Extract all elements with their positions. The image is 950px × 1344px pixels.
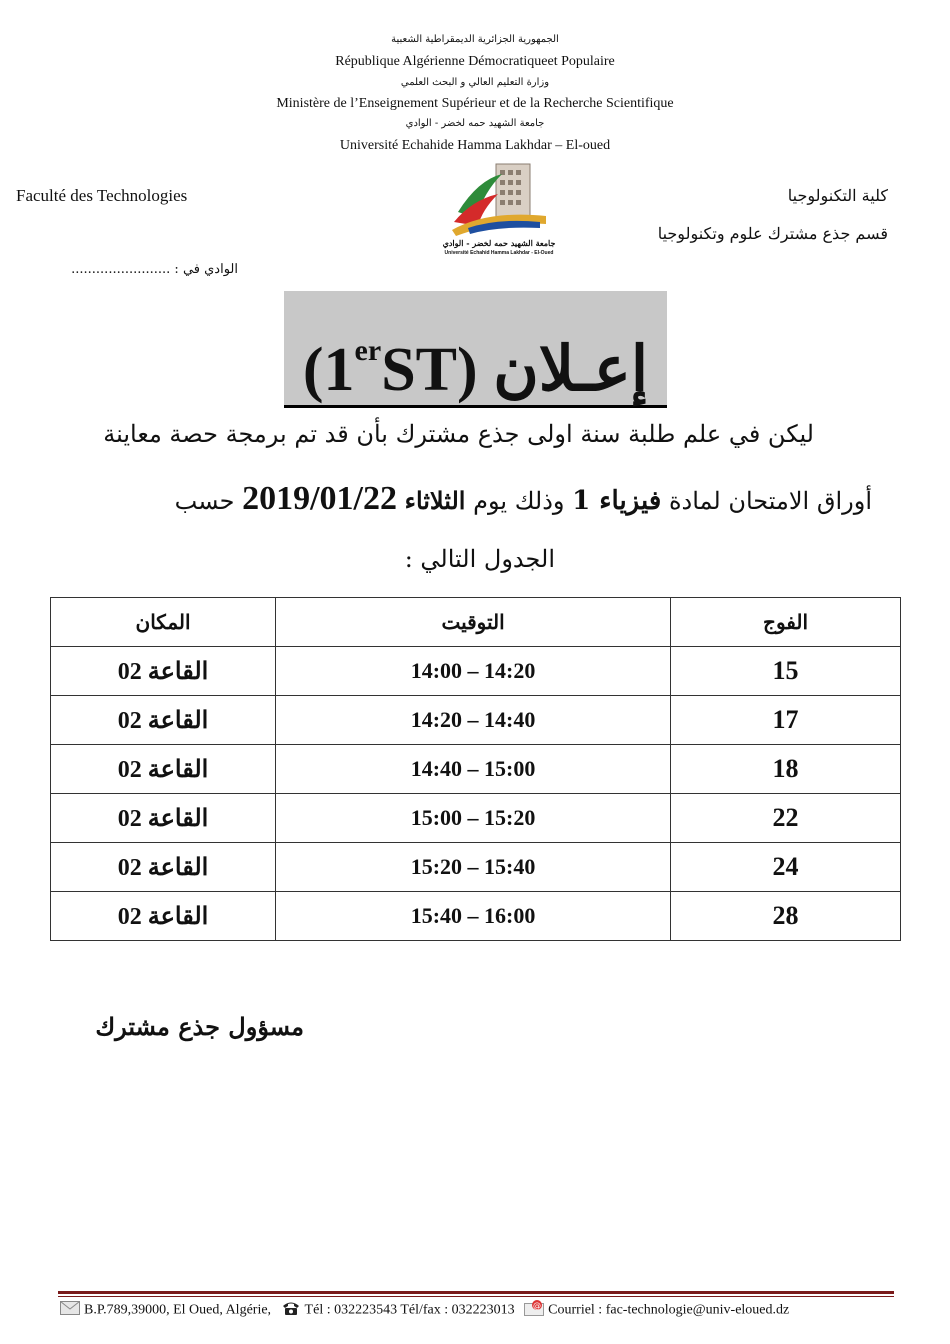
university-ar: جامعة الشهيد حمه لخضر - الوادي	[405, 118, 545, 129]
logo-text-ar: جامعة الشهيد حمه لخضر - الوادي	[442, 238, 556, 248]
signature-title: مسؤول جذع مشترك	[95, 1012, 304, 1041]
cell-group: 15	[671, 647, 901, 696]
cell-room: القاعة 02	[51, 892, 276, 941]
cell-time: 15:40 – 16:00	[276, 892, 671, 941]
place-date: الوادي في : ........................	[71, 262, 238, 277]
body-line-3: الجدول التالي :	[404, 545, 555, 573]
table-row	[51, 745, 901, 794]
cell-time: 15:00 – 15:20	[276, 794, 671, 843]
title-paren-close: )	[302, 336, 324, 404]
footer-phone: Tél : 032223543 Tél/fax : 032223013	[304, 1302, 515, 1318]
title-paren-open: (	[457, 336, 478, 404]
table-row	[51, 647, 901, 696]
footer	[60, 1300, 900, 1321]
cell-room: القاعة 02	[51, 647, 276, 696]
body-line-2-b: وذلك يوم	[473, 487, 565, 515]
title-level: 1	[323, 336, 355, 404]
faculty-fr: Faculté des Technologies	[16, 186, 188, 205]
exam-date: 2019/01/22	[242, 480, 398, 517]
republic-ar: الجمهورية الجزائرية الديمقراطية الشعبية	[391, 34, 559, 45]
svg-text:@: @	[533, 1301, 542, 1310]
university-logo	[442, 160, 556, 260]
footer-rule	[58, 1291, 894, 1294]
cell-group: 18	[671, 745, 901, 794]
cell-group: 22	[671, 794, 901, 843]
republic-fr: République Algérienne Démocratiqueet Populaire	[335, 54, 615, 69]
header-group: الفوج	[671, 598, 901, 647]
cell-group: 17	[671, 696, 901, 745]
cell-group: 28	[671, 892, 901, 941]
footer-address: B.P.789,39000, El Oued, Algérie,	[84, 1302, 272, 1318]
title-track: ST	[381, 336, 458, 404]
mail-envelope-icon	[60, 1301, 80, 1320]
body-line-2-c: حسب	[174, 487, 235, 515]
department-ar: قسم جذع مشترك علوم وتكنولوجيا	[657, 224, 888, 243]
cell-time: 15:20 – 15:40	[276, 843, 671, 892]
telephone-icon	[281, 1300, 301, 1321]
ministry-fr: Ministère de l’Enseignement Supérieur et de la Recherche Scientifique	[276, 96, 674, 111]
header-time: التوقيت	[276, 598, 671, 647]
cell-time: 14:20 – 14:40	[276, 696, 671, 745]
email-icon	[524, 1300, 544, 1321]
subject-name: فيزياء 1	[572, 486, 662, 516]
table-header-row	[51, 598, 901, 647]
cell-time: 14:00 – 14:20	[276, 647, 671, 696]
footer-email: Courriel : fac-technologie@univ-eloued.dz	[548, 1302, 790, 1318]
body-line-2	[72, 480, 872, 518]
announcement-title-box	[284, 291, 667, 408]
header-room: المكان	[51, 598, 276, 647]
title-sup: er	[354, 334, 382, 367]
title-word: إعـلان	[493, 336, 649, 404]
university-fr: Université Echahide Hamma Lakhdar – El-oued	[339, 138, 611, 153]
table-row	[51, 794, 901, 843]
cell-room: القاعة 02	[51, 843, 276, 892]
logo-text-fr: Université Echahid Hamma Lakhdar - El-Oued	[444, 250, 554, 256]
cell-room: القاعة 02	[51, 745, 276, 794]
announcement-title	[284, 301, 667, 420]
body-line-1: ليكن في علم طلبة سنة اولى جذع مشترك بأن قد تم برمجة حصة معاينة	[103, 420, 814, 448]
faculty-ar: كلية التكنولوجيا	[787, 186, 888, 205]
cell-time: 14:40 – 15:00	[276, 745, 671, 794]
cell-room: القاعة 02	[51, 696, 276, 745]
schedule-table	[50, 597, 901, 941]
table-row	[51, 696, 901, 745]
body-line-2-a: أوراق الامتحان لمادة	[668, 487, 872, 515]
ministry-ar: وزارة التعليم العالي و البحث العلمي	[400, 77, 550, 88]
cell-room: القاعة 02	[51, 794, 276, 843]
footer-rule-thin	[58, 1296, 894, 1297]
table-row	[51, 843, 901, 892]
cell-group: 24	[671, 843, 901, 892]
table-row	[51, 892, 901, 941]
exam-day: الثلاثاء	[404, 486, 466, 515]
